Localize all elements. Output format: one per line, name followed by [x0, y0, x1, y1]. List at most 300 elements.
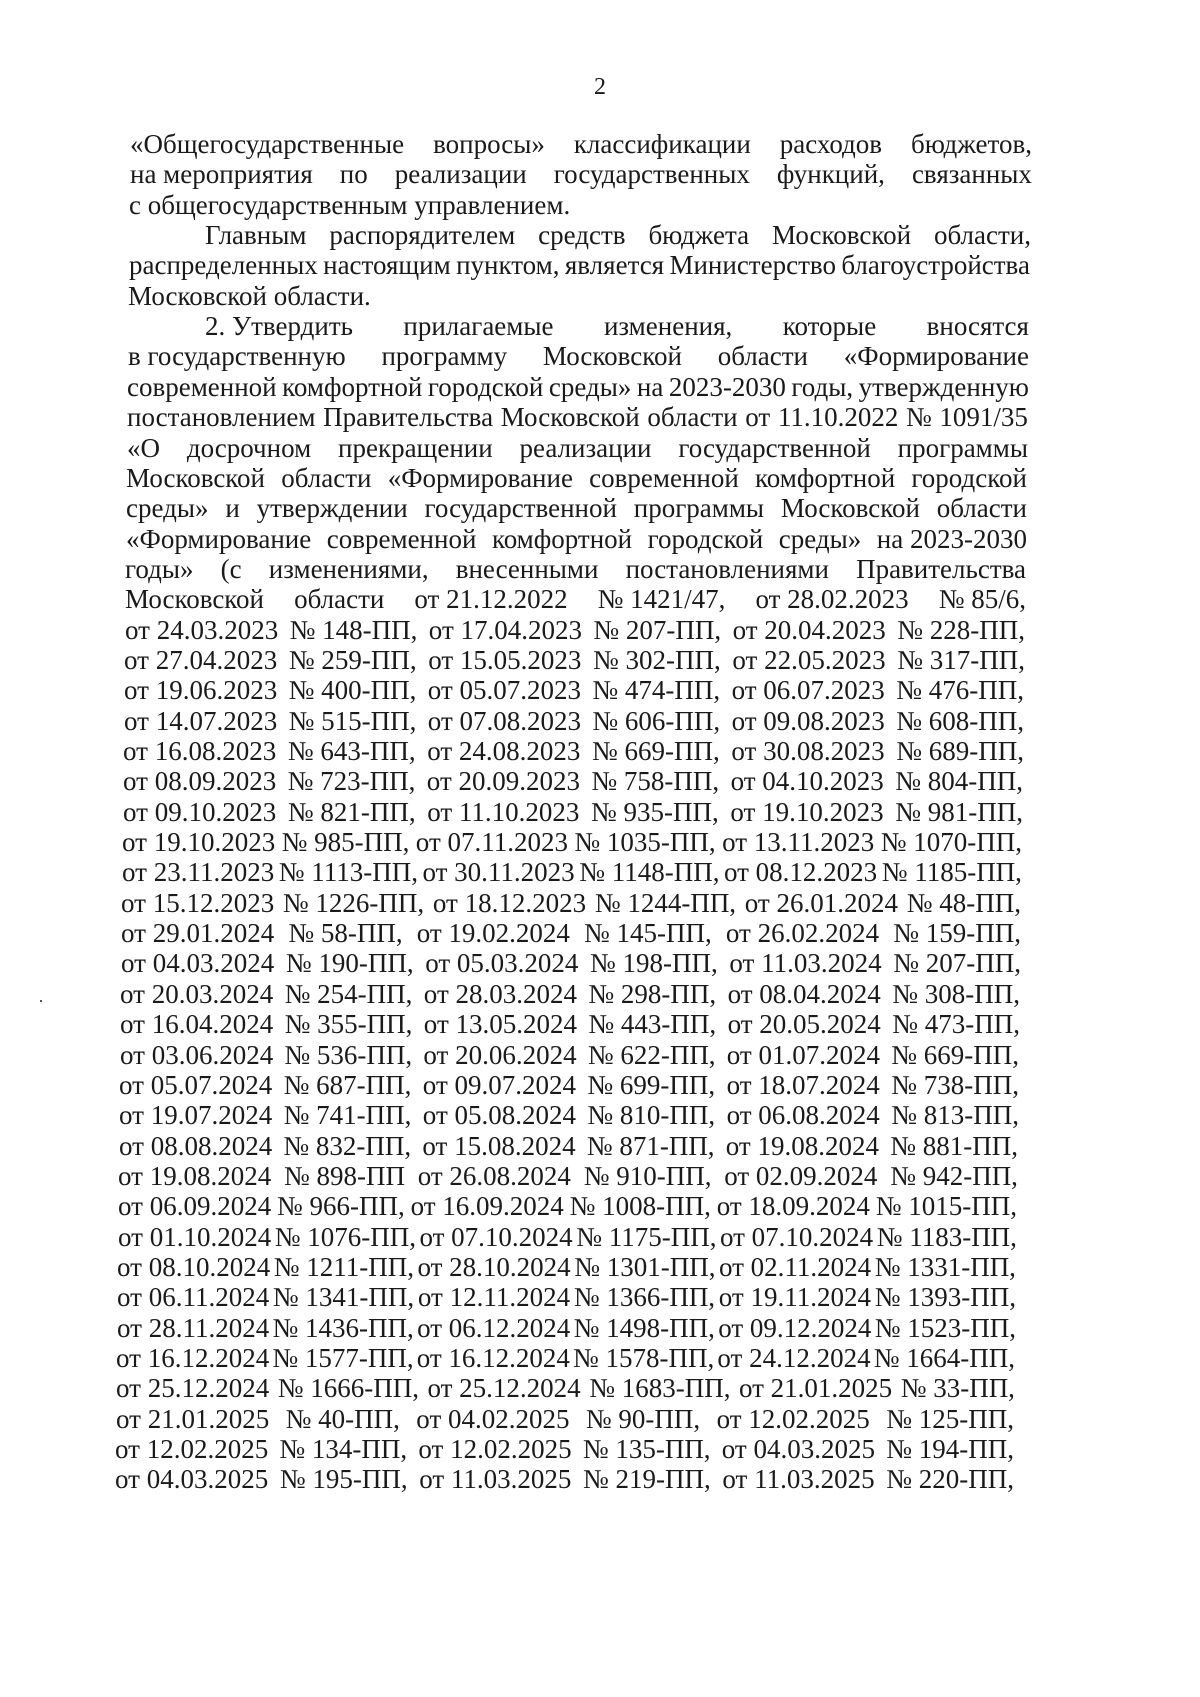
text-fragment: от 16.08.2023 [123, 736, 277, 766]
text-fragment: № 871-ПП, [586, 1131, 715, 1161]
text-fragment: от 11.03.2025 [419, 1464, 572, 1494]
text-fragment: от 11.03.2025 [722, 1464, 875, 1494]
text-fragment: № 1301-ПП, [574, 1252, 716, 1282]
text-fragment: № 985-ПП, [281, 827, 410, 857]
text-fragment: внесенными [455, 554, 599, 584]
text-fragment: «О [127, 433, 160, 463]
text-fragment: № 259-ПП, [288, 645, 417, 675]
text-fragment: Московской области. [128, 281, 371, 311]
text-fragment: от 09.12.2024 [718, 1313, 872, 1343]
text-fragment: пунктом, [456, 250, 560, 280]
text-fragment: от 07.11.2023 [415, 827, 568, 857]
text-fragment: от 11.03.2024 [729, 948, 882, 978]
text-fragment: от 02.11.2024 [718, 1252, 872, 1282]
text-fragment: № 1076-ПП, [274, 1222, 416, 1252]
text-line [115, 1433, 1014, 1465]
text-fragment: от 16.12.2024 [116, 1343, 270, 1373]
text-fragment: от 02.09.2024 [724, 1161, 878, 1191]
text-fragment: 1091/35 [939, 402, 1028, 432]
text-fragment: Министерство [669, 250, 836, 280]
text-line [205, 310, 1029, 342]
text-fragment: комфортной [755, 463, 896, 493]
text-fragment: от 25.12.2024 [427, 1373, 581, 1403]
text-fragment: Московской [780, 493, 920, 523]
text-line [126, 462, 1027, 494]
text-fragment: современной [589, 463, 739, 493]
text-fragment: № 1070-ПП, [880, 827, 1022, 857]
text-fragment: № 608-ПП, [896, 706, 1024, 736]
text-fragment: № 476-ПП, [896, 675, 1024, 705]
text-fragment: от 18.12.2023 [432, 888, 587, 918]
text-line [118, 1190, 1017, 1222]
text-fragment: № 355-ПП, [284, 1009, 413, 1039]
text-fragment: от 07.10.2024 [719, 1222, 874, 1252]
text-fragment: области [647, 402, 738, 432]
text-fragment: по [339, 159, 368, 189]
text-fragment: № 689-ПП, [896, 736, 1024, 766]
text-fragment: прилагаемые [403, 311, 554, 341]
text-fragment: от 20.05.2024 [727, 1009, 881, 1039]
text-fragment: № 515-ПП, [288, 706, 417, 736]
text-fragment: вопросы» [433, 129, 545, 159]
text-fragment: от 06.08.2024 [726, 1100, 880, 1130]
text-fragment: является [564, 250, 665, 280]
text-fragment: от 28.11.2024 [117, 1313, 270, 1343]
text-fragment: от 20.06.2024 [423, 1040, 577, 1070]
text-fragment: от 18.09.2024 [716, 1191, 870, 1221]
text-line [123, 735, 1024, 767]
text-fragment: от 05.07.2024 [119, 1070, 273, 1100]
text-fragment: государственной [424, 493, 617, 523]
text-fragment: № 317-ПП, [897, 645, 1025, 675]
text-fragment: от 19.10.2023 [122, 827, 276, 857]
text-line [120, 1008, 1020, 1040]
text-fragment: распорядителем [329, 220, 516, 250]
text-line [116, 1403, 1014, 1435]
text-fragment: государственных [553, 159, 750, 189]
text-fragment: № 85/6, [938, 584, 1026, 614]
text-fragment: современной [127, 372, 277, 402]
text-fragment: от 17.04.2023 [428, 615, 582, 645]
text-fragment: реализации [394, 159, 527, 189]
text-fragment: № 135-ПП, [582, 1434, 711, 1464]
text-fragment: распределенных [129, 250, 318, 280]
text-fragment: № 194-ПП, [886, 1434, 1014, 1464]
text-line [118, 1221, 1017, 1253]
text-fragment: от 16.09.2024 [410, 1191, 564, 1221]
text-fragment: № 1498-ПП, [573, 1313, 715, 1343]
text-fragment: на мероприятия [130, 159, 313, 189]
text-fragment: от 04.03.2025 [721, 1434, 875, 1464]
page-number: 2 [594, 74, 606, 100]
text-fragment: № 33-ПП, [900, 1373, 1015, 1403]
text-fragment: № 302-ПП, [593, 645, 721, 675]
text-line [127, 401, 1028, 433]
text-fragment: № 48-ПП, [906, 888, 1021, 918]
text-fragment: № 1523-ПП, [874, 1313, 1016, 1343]
text-fragment: от 13.05.2024 [423, 1009, 577, 1039]
text-fragment: № 723-ПП, [287, 766, 416, 796]
text-fragment: от 09.07.2024 [422, 1070, 576, 1100]
text-fragment: от 01.10.2024 [118, 1222, 272, 1252]
text-fragment: № 643-ПП, [287, 736, 416, 766]
text-fragment: области [281, 463, 372, 493]
text-fragment: среды» [548, 372, 632, 402]
text-fragment: от 29.01.2024 [121, 918, 275, 948]
text-fragment: «Формирование [843, 341, 1029, 371]
text-line [121, 887, 1021, 919]
text-fragment: Московской [125, 584, 265, 614]
text-fragment: от 09.10.2023 [123, 797, 277, 827]
text-fragment: области [294, 584, 385, 614]
text-fragment: № 1578-ПП, [573, 1343, 715, 1373]
text-fragment: № 1577-ПП, [272, 1343, 414, 1373]
text-fragment: городской [911, 463, 1027, 493]
text-fragment: № 910-ПП, [583, 1161, 712, 1191]
text-fragment: досрочном [186, 433, 312, 463]
text-line [124, 674, 1024, 706]
text-fragment: от 21.01.2025 [116, 1404, 270, 1434]
text-fragment: от 24.08.2023 [427, 736, 581, 766]
text-fragment: № 90-ПП, [585, 1404, 701, 1434]
text-fragment: от 30.11.2023 [422, 857, 575, 887]
text-fragment: № 758-ПП, [591, 766, 720, 796]
text-fragment: № 58-ПП, [288, 918, 403, 948]
text-fragment: Московской [126, 463, 266, 493]
text-fragment: Главным [205, 220, 307, 250]
text-fragment: от 07.08.2023 [427, 706, 581, 736]
text-fragment: № 207-ПП, [593, 615, 722, 645]
text-fragment: от 12.02.2025 [716, 1404, 870, 1434]
text-fragment: годы, [791, 372, 854, 402]
text-fragment: бюджета [648, 220, 750, 250]
text-fragment: классификации [573, 129, 751, 159]
text-fragment: области [936, 493, 1027, 523]
text-fragment: № 966-ПП, [277, 1191, 405, 1221]
text-fragment: № 1366-ПП, [573, 1282, 716, 1312]
text-fragment: от 15.08.2024 [422, 1131, 576, 1161]
text-line [127, 371, 1029, 403]
text-fragment: № 1008-ПП, [569, 1191, 711, 1221]
text-fragment: № 474-ПП, [592, 675, 721, 705]
text-fragment: № 254-ПП, [284, 979, 413, 1009]
text-fragment: от 20.09.2023 [426, 766, 580, 796]
text-fragment: № 1393-ПП, [874, 1282, 1016, 1312]
text-fragment: № 308-ПП, [892, 979, 1020, 1009]
text-line [126, 492, 1027, 524]
text-fragment: от 12.02.2025 [418, 1434, 572, 1464]
text-fragment: (с [220, 554, 242, 584]
text-fragment: № 1421/47, [597, 584, 726, 614]
text-fragment: от 15.05.2023 [428, 645, 582, 675]
text-fragment: от 05.07.2023 [427, 675, 581, 705]
text-fragment: от 28.10.2024 [417, 1252, 571, 1282]
text-fragment: от 24.12.2024 [717, 1343, 871, 1373]
text-fragment: от 19.08.2024 [725, 1131, 879, 1161]
text-line [117, 1281, 1016, 1313]
text-fragment: от 20.03.2024 [120, 979, 274, 1009]
text-fragment: от 28.03.2024 [423, 979, 577, 1009]
text-fragment: № 1148-ПП, [579, 857, 720, 887]
text-fragment: № 159-ПП, [893, 918, 1021, 948]
text-fragment: от 09.08.2023 [731, 706, 885, 736]
text-fragment: № 536-ПП, [284, 1040, 413, 1070]
text-fragment: утвержденную [858, 372, 1029, 402]
text-fragment: от 08.04.2024 [727, 979, 881, 1009]
text-fragment: № 195-ПП, [279, 1464, 408, 1494]
text-fragment: государственной [678, 433, 871, 463]
text-fragment: № 1175-ПП, [576, 1222, 717, 1252]
text-fragment: от 30.08.2023 [731, 736, 885, 766]
text-fragment: № 473-ПП, [892, 1009, 1020, 1039]
text-fragment: № 687-ПП, [283, 1070, 412, 1100]
text-fragment: № 148-ПП, [289, 615, 418, 645]
text-fragment: с общегосударственным управлением. [129, 190, 571, 220]
text-line [127, 432, 1028, 464]
text-line [205, 219, 1031, 251]
scan-speck [40, 1000, 42, 1002]
text-fragment: № 669-ПП, [891, 1040, 1019, 1070]
text-fragment: № 219-ПП, [583, 1464, 711, 1494]
text-fragment: современной [326, 524, 477, 554]
text-line [125, 614, 1025, 646]
text-fragment: № 1015-ПП, [875, 1191, 1017, 1221]
text-line [128, 340, 1029, 372]
text-fragment: изменениями, [268, 554, 429, 584]
text-fragment: от 01.07.2024 [726, 1040, 880, 1070]
text-line [124, 644, 1025, 676]
text-fragment: благоустройства [841, 250, 1030, 280]
text-fragment: прекращении [338, 433, 493, 463]
text-fragment: от 26.02.2024 [725, 918, 880, 948]
text-fragment: № 1341-ПП, [272, 1282, 415, 1312]
text-fragment: № [906, 402, 932, 432]
text-fragment: № 145-ПП, [584, 918, 712, 948]
text-fragment: № 220-ПП, [886, 1464, 1014, 1494]
text-fragment: № 1436-ПП, [272, 1313, 414, 1343]
text-fragment: от 20.04.2023 [732, 615, 886, 645]
text-line [115, 1463, 1014, 1495]
text-fragment: № 190-ПП, [285, 948, 414, 978]
text-fragment: бюджетов, [910, 129, 1032, 159]
text-fragment: № 1683-ПП, [589, 1373, 731, 1403]
text-fragment: Правительства [856, 554, 1026, 584]
text-line [118, 1160, 1018, 1192]
text-fragment: комфортной [491, 524, 633, 554]
text-fragment: программу [381, 341, 508, 371]
text-fragment: от 16.04.2024 [120, 1009, 274, 1039]
text-fragment: № 622-ПП, [587, 1040, 716, 1070]
text-fragment: № 1226-ПП, [282, 888, 425, 918]
text-fragment: № 942-ПП, [890, 1161, 1018, 1191]
text-fragment: от 06.12.2024 [417, 1313, 571, 1343]
text-fragment: расходов [779, 129, 883, 159]
text-fragment: от 19.06.2023 [124, 675, 278, 705]
text-line [117, 1312, 1016, 1344]
text-fragment: Правительства [323, 402, 494, 432]
text-fragment: № 1666-ПП, [277, 1373, 419, 1403]
text-fragment: постановлением [127, 402, 316, 432]
text-line [130, 158, 1032, 190]
text-fragment: № 40-ПП, [285, 1404, 400, 1434]
text-fragment: 2. Утвердить [205, 311, 353, 341]
text-fragment: среды» [126, 493, 209, 523]
text-fragment: годы» [125, 554, 194, 584]
text-fragment: 11.10.2022 [777, 402, 899, 432]
text-line [116, 1372, 1015, 1404]
text-fragment: связанных [911, 159, 1032, 189]
text-fragment: от 21.12.2022 [414, 584, 568, 614]
text-line [117, 1251, 1016, 1283]
text-line [121, 947, 1021, 979]
text-fragment: 2023-2030 [668, 372, 786, 402]
text-line [119, 1130, 1018, 1162]
text-fragment: «Формирование [387, 463, 573, 493]
text-line [119, 1069, 1019, 1101]
text-line [125, 553, 1026, 585]
text-line [122, 826, 1022, 858]
text-fragment: № 881-ПП, [890, 1131, 1018, 1161]
text-fragment: № 125-ПП, [886, 1404, 1014, 1434]
text-line [126, 523, 1027, 555]
text-fragment: от 12.11.2024 [417, 1282, 571, 1312]
text-fragment: от 05.08.2024 [422, 1100, 576, 1130]
text-fragment: реализации [519, 433, 652, 463]
text-fragment: программы [633, 493, 765, 523]
text-fragment: функций, [776, 159, 885, 189]
text-fragment: от 27.04.2023 [124, 645, 278, 675]
text-fragment: № 804-ПП, [895, 766, 1023, 796]
text-line [129, 249, 1030, 281]
text-fragment: от [745, 402, 771, 432]
text-fragment: области, [933, 220, 1031, 250]
text-fragment: от 19.02.2024 [416, 918, 570, 948]
text-fragment: Московской [542, 341, 682, 371]
text-fragment: в государственную [128, 341, 346, 371]
text-fragment: от 06.11.2024 [117, 1282, 270, 1312]
text-fragment: от 07.10.2024 [419, 1222, 573, 1252]
text-fragment: № 1664-ПП, [873, 1343, 1015, 1373]
text-fragment: от 19.07.2024 [119, 1100, 273, 1130]
text-fragment: от 19.10.2023 [730, 797, 884, 827]
text-line [120, 978, 1020, 1010]
text-fragment: № 1244-ПП, [594, 888, 737, 918]
text-fragment: № 1185-ПП, [881, 857, 1022, 887]
text-fragment: Московской [500, 402, 640, 432]
text-fragment: которые [782, 311, 877, 341]
text-fragment: комфортной [282, 372, 423, 402]
text-fragment: вносятся [926, 311, 1029, 341]
text-fragment: от 15.12.2023 [121, 888, 275, 918]
text-fragment: от 21.01.2025 [738, 1373, 893, 1403]
text-fragment: № 1035-ПП, [574, 827, 716, 857]
text-line [123, 796, 1023, 828]
text-fragment: на 2023-2030 [876, 524, 1027, 554]
text-fragment: области [717, 341, 808, 371]
text-fragment: программы [897, 433, 1028, 463]
text-fragment: от 04.03.2024 [121, 948, 275, 978]
text-fragment: «Формирование [126, 524, 312, 554]
text-fragment: № 1113-ПП, [278, 857, 418, 887]
text-fragment: городской [647, 524, 764, 554]
text-fragment: от 25.12.2024 [116, 1373, 270, 1403]
text-line [121, 917, 1021, 949]
text-fragment: № 699-ПП, [587, 1070, 716, 1100]
text-fragment: от 04.10.2023 [730, 766, 884, 796]
text-fragment: от 19.11.2024 [718, 1282, 871, 1312]
text-line [119, 1099, 1019, 1131]
text-fragment: среды» [778, 524, 862, 554]
text-fragment: № 228-ПП, [897, 615, 1025, 645]
text-fragment: № 741-ПП, [283, 1100, 412, 1130]
text-fragment: от 08.08.2024 [119, 1131, 273, 1161]
text-fragment: от 19.08.2024 [118, 1161, 272, 1191]
text-fragment: городской [427, 372, 544, 402]
text-fragment: № 832-ПП, [283, 1131, 412, 1161]
text-line [125, 583, 1026, 615]
text-fragment: № 738-ПП, [891, 1070, 1019, 1100]
text-fragment: изменения, [603, 311, 733, 341]
text-fragment: от 16.12.2024 [416, 1343, 570, 1373]
text-fragment: № 981-ПП, [895, 797, 1023, 827]
text-fragment: Московской [772, 220, 912, 250]
text-fragment: на [636, 372, 664, 402]
text-fragment: постановлениями [625, 554, 829, 584]
text-line [124, 705, 1024, 737]
text-fragment: от 13.11.2023 [722, 827, 875, 857]
text-line [128, 280, 371, 312]
text-fragment: от 04.02.2025 [416, 1404, 570, 1434]
text-fragment: № 810-ПП, [587, 1100, 716, 1130]
text-line [122, 856, 1022, 888]
text-fragment: от 18.07.2024 [726, 1070, 880, 1100]
text-fragment: № 1211-ПП, [273, 1252, 414, 1282]
text-fragment: и [225, 493, 240, 523]
text-line [129, 189, 570, 221]
text-fragment: от 08.10.2024 [117, 1252, 271, 1282]
text-fragment: № 898-ПП [283, 1161, 405, 1191]
text-fragment: № 821-ПП, [287, 797, 416, 827]
text-fragment: от 14.07.2023 [124, 706, 278, 736]
text-fragment: № 935-ПП, [591, 797, 719, 827]
text-fragment: от 08.12.2023 [723, 857, 878, 887]
text-fragment: № 1183-ПП, [876, 1222, 1017, 1252]
text-fragment: от 05.03.2024 [425, 948, 579, 978]
text-fragment: № 443-ПП, [588, 1009, 717, 1039]
text-fragment: от 28.02.2023 [755, 584, 909, 614]
text-line [130, 128, 1032, 160]
text-fragment: «Общегосударственные [130, 129, 405, 159]
text-fragment: от 03.06.2024 [120, 1040, 274, 1070]
text-fragment: № 813-ПП, [891, 1100, 1019, 1130]
text-fragment: от 06.07.2023 [731, 675, 885, 705]
text-fragment: от 23.11.2023 [122, 857, 275, 887]
text-fragment: от 26.08.2024 [417, 1161, 571, 1191]
text-fragment: средств [538, 220, 626, 250]
text-fragment: от 26.01.2024 [744, 888, 898, 918]
text-fragment: от 04.03.2025 [115, 1464, 269, 1494]
text-fragment: от 24.03.2023 [125, 615, 279, 645]
text-fragment: № 134-ПП, [279, 1434, 408, 1464]
text-fragment: № 207-ПП, [893, 948, 1021, 978]
text-fragment: № 669-ПП, [592, 736, 720, 766]
text-line [120, 1039, 1019, 1071]
text-fragment: утверждении [256, 493, 408, 523]
text-fragment: № 198-ПП, [590, 948, 718, 978]
text-line [123, 765, 1023, 797]
text-fragment: от 08.09.2023 [123, 766, 277, 796]
text-fragment: № 1331-ПП, [874, 1252, 1016, 1282]
